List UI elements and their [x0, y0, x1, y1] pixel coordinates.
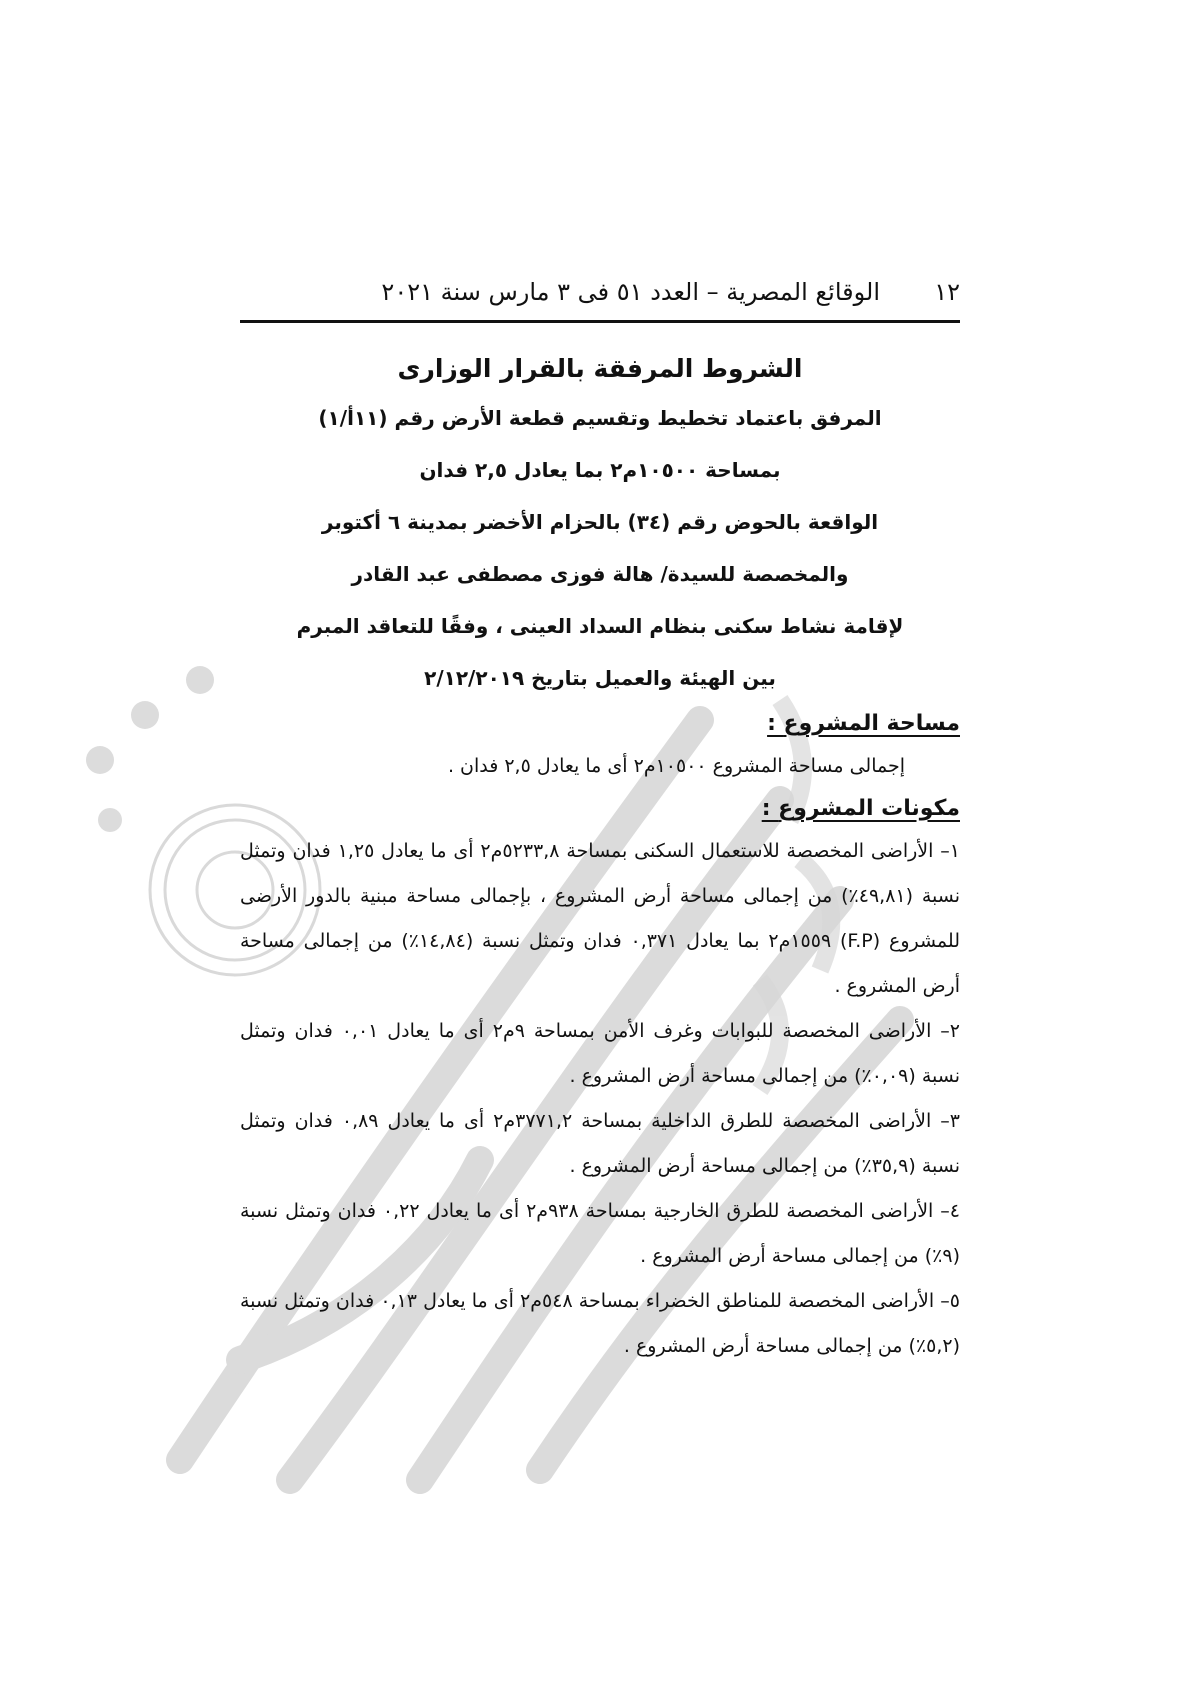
- section-heading-area: مساحة المشروع :: [767, 710, 960, 736]
- area-heading: مساحة المشروع: [783, 710, 960, 736]
- running-title: الوقائع المصرية – العدد ٥١ فى ٣ مارس سنة ٢٠٢١: [381, 278, 880, 306]
- component-item: ٤– الأراضى المخصصة للطرق الخارجية بمساحة ٩٣٨م٢ أى ما يعادل ٠,٢٢ فدان وتمثل نسبة (٩٪) من إجمالى مساحة أرض المشروع .: [240, 1199, 960, 1267]
- section-heading-components: مكونات المشروع :: [761, 795, 960, 821]
- subtitle-line: بين الهيئة والعميل بتاريخ ٢/١٢/٢٠١٩: [424, 665, 776, 690]
- document-page: [240, 270, 960, 1369]
- component-item: ٣– الأراضى المخصصة للطرق الداخلية بمساحة ٣٧٧١,٢م٢ أى ما يعادل ٠,٨٩ فدان وتمثل نسبة (٣٥,٩٪) من إجمالى مساحة أرض المشروع .: [240, 1109, 961, 1177]
- components-heading: مكونات المشروع: [778, 795, 960, 821]
- subtitle-line: المرفق باعتماد تخطيط وتقسيم قطعة الأرض رقم (١١أ/١): [318, 405, 882, 430]
- component-item: ١– الأراضى المخصصة للاستعمال السكنى بمساحة ٥٢٣٣,٨م٢ أى ما يعادل ١,٢٥ فدان وتمثل نسبة (٤٩,٨١٪) من إجمالى مساحة أرض المشروع ، بإجمالى مساحة مبنية بالدور الأرضى للمشروع (F.P) ١٥٥٩م٢ بما يعادل ٠,٣٧١ فدان وتمثل نسبة (١٤,٨٤٪) من إجمالى مساحة أرض المشروع .: [240, 839, 961, 997]
- area-paragraph: إجمالى مساحة المشروع ١٠٥٠٠م٢ أى ما يعادل ٢,٥ فدان .: [447, 754, 905, 777]
- subtitle-block: [240, 392, 960, 704]
- subtitle-line: والمخصصة للسيدة/ هالة فوزى مصطفى عبد القادر: [351, 561, 849, 586]
- component-item: ٢– الأراضى المخصصة للبوابات وغرف الأمن بمساحة ٩م٢ أى ما يعادل ٠,٠١ فدان وتمثل نسبة (٠,٠٩٪) من إجمالى مساحة أرض المشروع .: [240, 1019, 960, 1087]
- document-title: الشروط المرفقة بالقرار الوزارى: [397, 354, 803, 383]
- component-item: ٥– الأراضى المخصصة للمناطق الخضراء بمساحة ٥٤٨م٢ أى ما يعادل ٠,١٣ فدان وتمثل نسبة (٥,٢٪) من إجمالى مساحة أرض المشروع .: [240, 1289, 960, 1357]
- page-number: ١٢: [934, 278, 960, 306]
- subtitle-line: بمساحة ١٠٥٠٠م٢ بما يعادل ٢,٥ فدان: [419, 457, 781, 482]
- subtitle-line: الواقعة بالحوض رقم (٣٤) بالحزام الأخضر بمدينة ٦ أكتوبر: [321, 509, 879, 534]
- subtitle-line: لإقامة نشاط سكنى بنظام السداد العينى ، وفقًا للتعاقد المبرم: [296, 613, 904, 638]
- page-header: [240, 270, 960, 323]
